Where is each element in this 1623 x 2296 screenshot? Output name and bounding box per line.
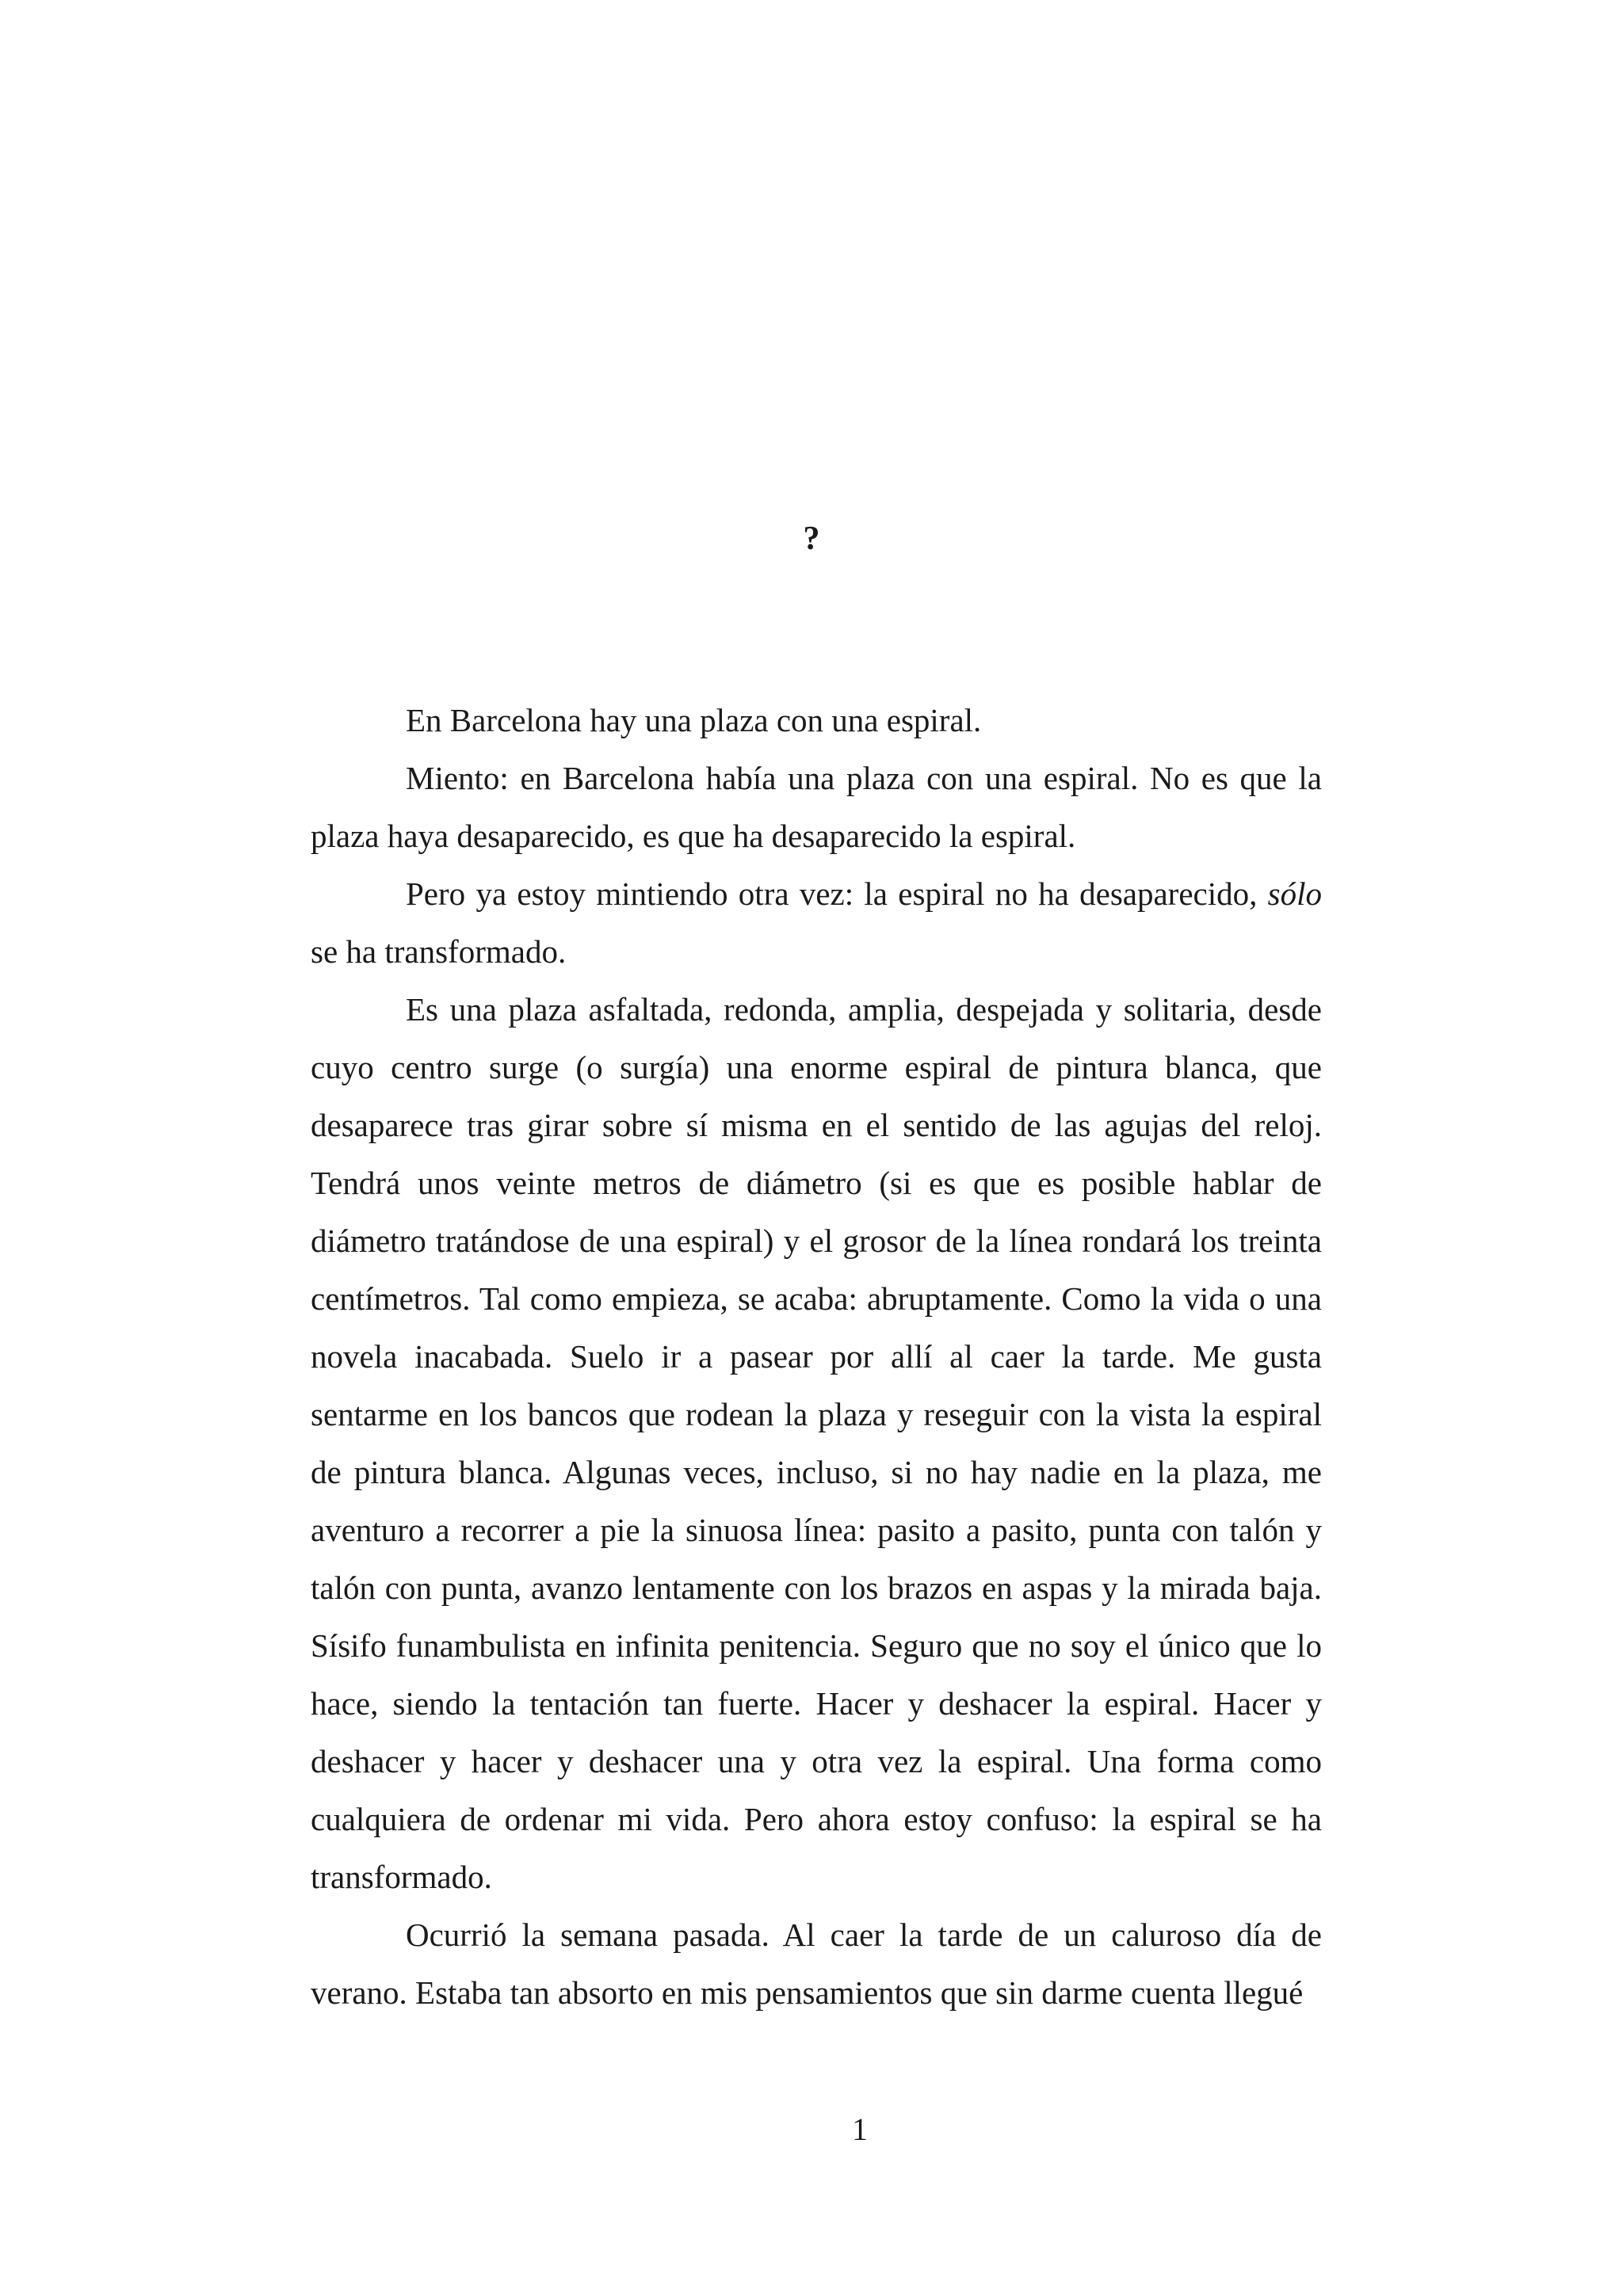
paragraph-4: Es una plaza asfaltada, redonda, amplia, despejada y solitaria, desde cuyo centro surge (o surgía) una enorme espiral de pintura blanca, que desaparece tras girar sobre sí misma en el sentido de las agujas del reloj. Tendrá unos veinte metros de diámetro (si es que es posible hablar de diámetro tratándose de una espiral) y el grosor de la línea rondará los treinta centímetros. Tal como empieza, se acaba: abruptamente. Como la vida o una novela inacabada. Suelo ir a pasear por allí al caer la tarde. Me gusta sentarme en los bancos que rodean la plaza y reseguir con la vista la espiral de pintura blanca. Algunas veces, incluso, si no hay nadie en la plaza, me aventuro a recorrer a pie la sinuosa línea: pasito a pasito, punta con talón y talón con punta, avanzo lentamente con los brazos en aspas y la mirada baja. Sísifo funambulista en infinita penitencia. Seguro que no soy el único que lo hace, siendo la tentación tan fuerte. Hacer y deshacer la espiral. Hacer y deshacer y hacer y deshacer una y otra vez la espiral. Una forma como cualquiera de ordenar mi vida. Pero ahora estoy confuso: la espiral se ha transformado. (311, 991, 1322, 1895)
paragraph-1: En Barcelona hay una plaza con una espiral. (406, 702, 982, 738)
story-body (311, 692, 1322, 2022)
paragraph-3-after: se ha transformado. (311, 933, 567, 970)
paragraph-3-before: Pero ya estoy mintiendo otra vez: la espiral no ha desaparecido, (406, 875, 1268, 912)
story-title: ? (803, 521, 820, 557)
paragraph-5: Ocurrió la semana pasada. Al caer la tarde de un caluroso día de verano. Estaba tan absorto en mis pensamientos que sin darme cuenta llegué (311, 1917, 1322, 2011)
paragraph-2: Miento: en Barcelona había una plaza con una espiral. No es que la plaza haya desaparecido, es que ha desaparecido la espiral. (311, 760, 1322, 854)
page-number: 1 (852, 2111, 868, 2147)
paragraph-3-emphasis: sólo (1267, 875, 1322, 912)
paragraph-3 (311, 865, 1322, 981)
